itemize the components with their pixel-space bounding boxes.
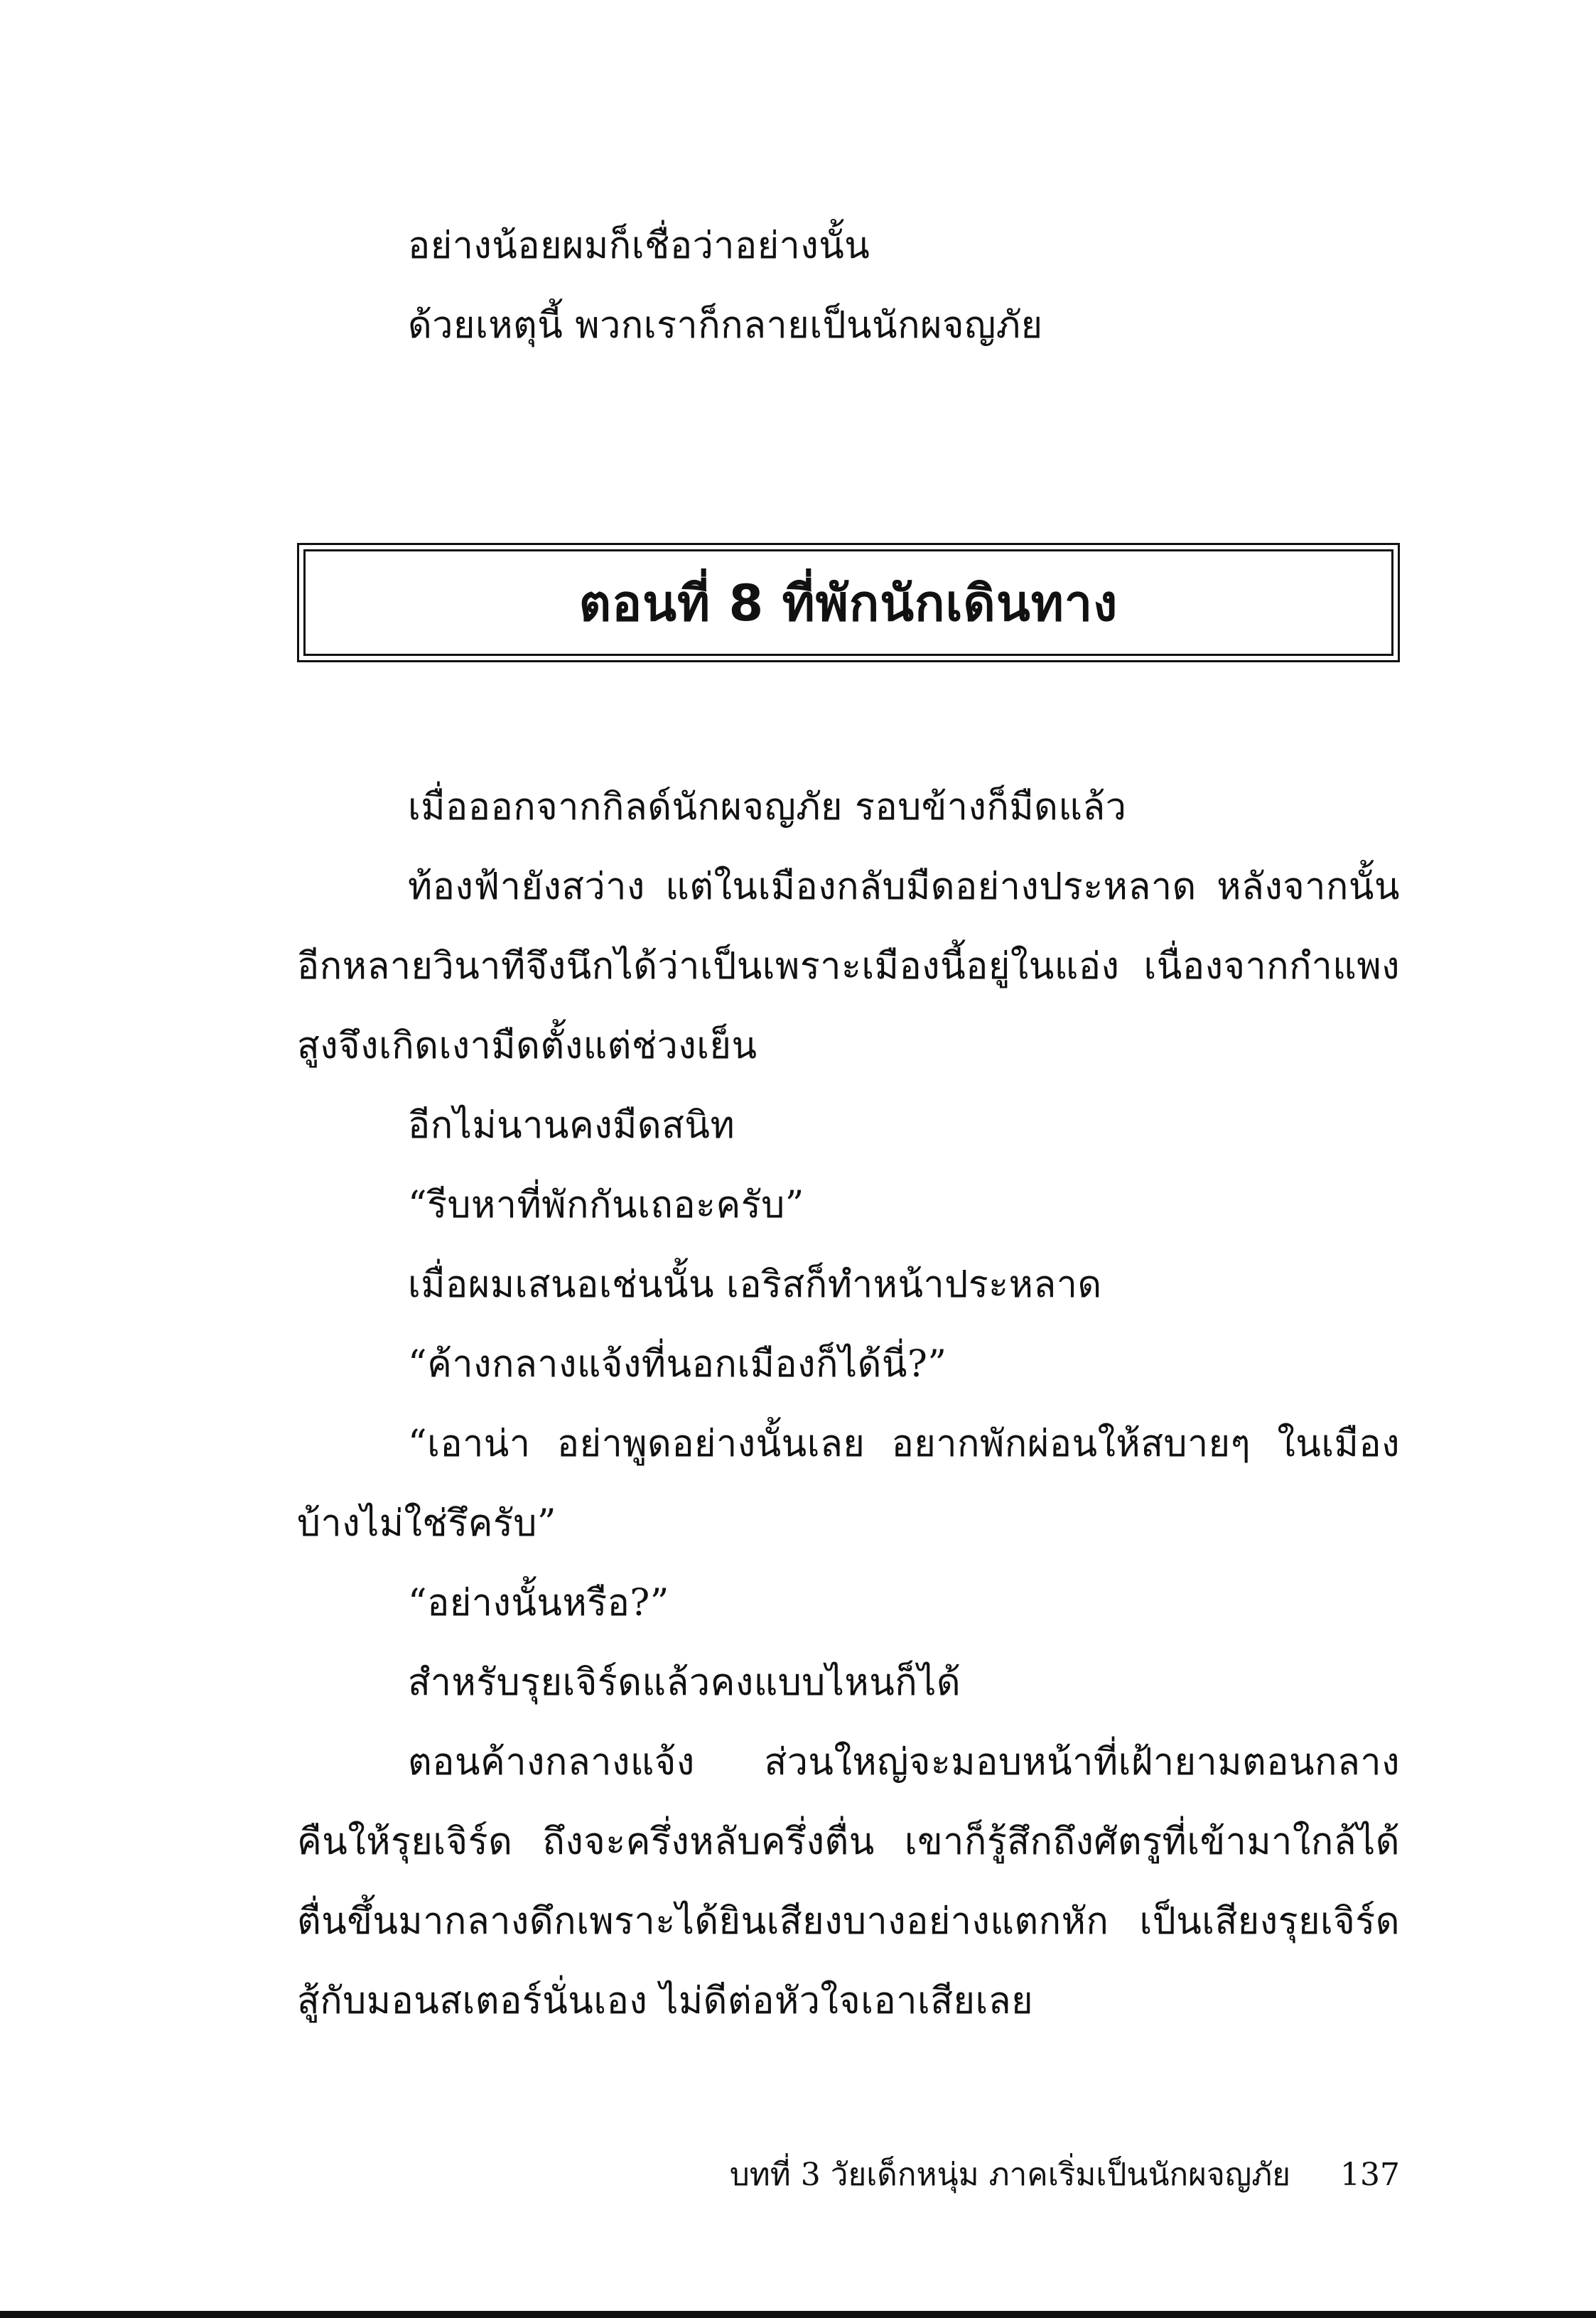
dialogue-line: “อย่างนั้นหรือ?”	[408, 1582, 669, 1624]
paragraph-line: อย่างน้อยผมก็เชื่อว่าอย่างนั้น	[408, 225, 870, 267]
paragraph-line: คืนให้รุยเจิร์ด ถึงจะครึ่งหลับครึ่งตื่น เขาก็รู้สึกถึงศัตรูที่เข้ามาใกล้ได้	[297, 1821, 1400, 1863]
paragraph-line: สู้กับมอนสเตอร์นั่นเอง ไม่ดีต่อหัวใจเอาเสียเลย	[297, 1980, 1034, 2022]
paragraph-line: สูงจึงเกิดเงามืดตั้งแต่ช่วงเย็น	[297, 1025, 757, 1067]
chapter-title-inner-frame	[303, 549, 1393, 656]
dialogue-line: “รีบหาที่พักกันเถอะครับ”	[408, 1184, 804, 1227]
running-footer-chapter: บทที่ 3 วัยเด็กหนุ่ม ภาคเริ่มเป็นนักผจญภัย	[729, 2157, 1291, 2193]
chapter-title-frame	[297, 543, 1400, 662]
body-text	[297, 767, 1400, 2041]
intro-text	[297, 206, 1400, 365]
paragraph-line: เมื่อออกจากกิลด์นักผจญภัย รอบข้างก็มืดแล้ว	[408, 786, 1127, 829]
paragraph-line: เมื่อผมเสนอเช่นนั้น เอริสก็ทำหน้าประหลาด	[408, 1263, 1102, 1306]
paragraph-line: ท้องฟ้ายังสว่าง แต่ในเมืองกลับมืดอย่างประหลาด หลังจากนั้น	[408, 866, 1400, 908]
chapter-title: ตอนที่ 8 ที่พักนักเดินทาง	[578, 573, 1118, 632]
dialogue-line: บ้างไม่ใช่รึครับ”	[297, 1502, 556, 1545]
paragraph-line: อีกไม่นานคงมืดสนิท	[408, 1104, 735, 1147]
page-number: 137	[1340, 2156, 1400, 2193]
paragraph-line: สำหรับรุยเจิร์ดแล้วคงแบบไหนก็ได้	[408, 1661, 961, 1704]
paragraph-line: ตอนค้างกลางแจ้ง ส่วนใหญ่จะมอบหน้าที่เฝ้ายามตอนกลาง	[408, 1741, 1400, 1784]
paragraph-line: ด้วยเหตุนี้ พวกเราก็กลายเป็นนักผจญภัย	[408, 304, 1043, 347]
dialogue-line: “เอาน่า อย่าพูดอย่างนั้นเลย อยากพักผ่อนให้สบายๆ ในเมือง	[408, 1423, 1400, 1465]
page-footer	[297, 2146, 1400, 2203]
paragraph-line: ตื่นขึ้นมากลางดึกเพราะได้ยินเสียงบางอย่างแตกหัก เป็นเสียงรุยเจิร์ด	[297, 1900, 1400, 1943]
dialogue-line: “ค้างกลางแจ้งที่นอกเมืองก็ได้นี่?”	[408, 1343, 947, 1386]
paragraph-line: อีกหลายวินาทีจึงนึกได้ว่าเป็นเพราะเมืองนี้อยู่ในแอ่ง เนื่องจากกำแพง	[297, 945, 1400, 988]
bottom-edge-divider	[0, 2311, 1596, 2318]
